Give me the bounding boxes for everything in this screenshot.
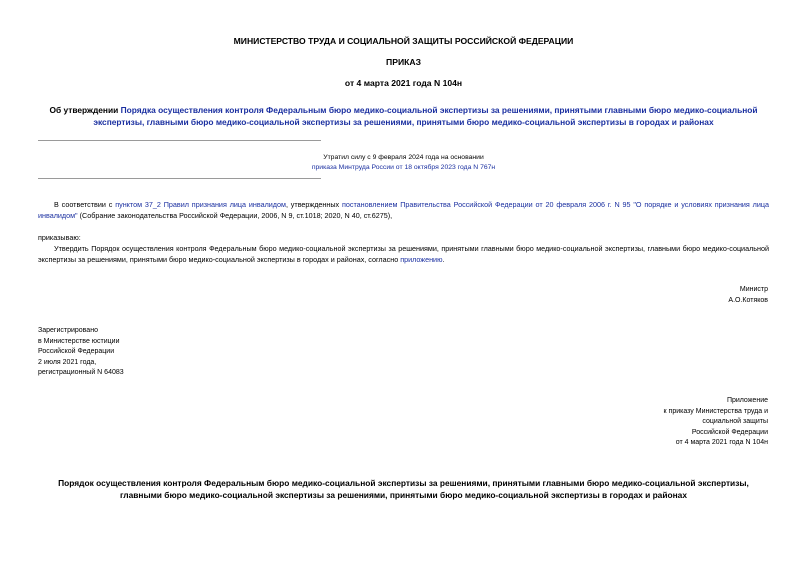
order-body-paragraph <box>38 244 769 265</box>
appendix-line: от 4 марта 2021 года N 104н <box>675 439 768 447</box>
preamble-text-2: , утвержденных <box>285 200 342 209</box>
separator-top <box>38 140 321 141</box>
order-body-end: . <box>442 254 445 264</box>
signatory-name: А.О.Котяков <box>728 296 768 304</box>
appendix-title-line: главными бюро медико-социальной экспертизы за решениями, принятыми бюро медико-социальной экспертизы в городах и районах <box>120 490 687 500</box>
appendix-header <box>664 396 768 449</box>
preamble-paragraph <box>38 200 769 221</box>
appendix-title-line: Порядок осуществления контроля Федеральным бюро медико-социальной экспертизы за решениями, принятыми главными бюро медико-социальной экспертизы, <box>58 478 749 488</box>
registration-line: Зарегистрировано <box>38 327 98 334</box>
document-title <box>40 104 767 128</box>
signature-block <box>728 285 768 306</box>
lost-force-note <box>250 153 557 173</box>
separator-bottom <box>38 178 321 179</box>
preamble-text-1: В соответствии с <box>54 200 116 209</box>
appendix-line: Приложение <box>726 397 768 404</box>
preamble-text-3: (Собрание законодательства Российской Федерации, 2006, N 9, ст.1018; 2020, N 40, ст.6275), <box>77 210 393 220</box>
title-prefix: Об утверждении <box>49 105 121 115</box>
rules-point-link[interactable]: пунктом 37_2 Правил признания лица инвалидом <box>115 200 286 209</box>
title-procedure-link[interactable]: Порядка осуществления контроля Федеральным бюро медико-социальной экспертизы за решениями, принятыми главными бюро медико-социальной экспертизы, главными бюро медико-социальной экспертизы за решениями, принятыми бюро медико-социальной экспертизы в городах и районах <box>93 105 758 127</box>
doc-type-heading: ПРИКАЗ <box>386 57 421 67</box>
registration-block <box>38 326 124 379</box>
appendix-title <box>0 477 807 501</box>
doc-date-number: от 4 марта 2021 года N 104н <box>344 78 463 88</box>
order-word: приказываю: <box>38 233 81 242</box>
registration-line: Российской Федерации <box>38 348 115 356</box>
ministry-heading: МИНИСТЕРСТВО ТРУДА И СОЦИАЛЬНОЙ ЗАЩИТЫ РОССИЙСКОЙ ФЕДЕРАЦИИ <box>233 36 574 46</box>
appendix-line: Российской Федерации <box>691 428 768 436</box>
government-decree-link[interactable]: постановлением Правительства Российской Федерации от 20 февраля 2006 г. N 95 "О порядке и условиях признания лица инвалидом" <box>38 200 770 220</box>
registration-line: регистрационный N 64083 <box>38 369 124 377</box>
registration-line: в Министерстве юстиции <box>38 337 120 345</box>
registration-line: 2 июля 2021 года, <box>38 358 97 366</box>
lost-force-text: Утратил силу с 9 февраля 2024 года на основании <box>323 154 484 161</box>
appendix-line: социальной защиты <box>702 418 768 426</box>
appendix-line: к приказу Министерства труда и <box>663 407 768 415</box>
order-body-text: Утвердить Порядок осуществления контроля Федеральным бюро медико-социальной экспертизы за решениями, принятыми главными бюро медико-социальной экспертизы, главными бюро медико-социальной экспертизы за решениями, принятыми бюро медико-социальной экспертизы в городах и районах, согласно <box>38 244 769 264</box>
signatory-position: Министр <box>739 286 768 293</box>
lost-force-order-link[interactable]: приказа Минтруда России от 18 октября 2023 года N 767н <box>311 164 496 171</box>
appendix-link[interactable]: приложению <box>400 254 443 264</box>
